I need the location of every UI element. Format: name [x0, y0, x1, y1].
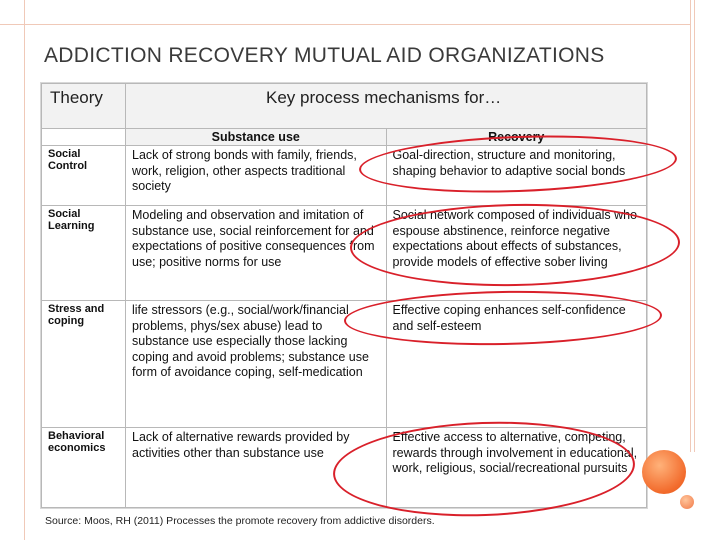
subheader-substance-use: Substance use — [126, 129, 387, 146]
theory-cell: Stress and coping — [42, 301, 126, 428]
slide-title: ADDICTION RECOVERY MUTUAL AID ORGANIZATIONS — [44, 44, 605, 67]
frame-line-right-inner — [694, 0, 695, 452]
recovery-cell: Effective access to alternative, competing, rewards through involvement in educational, work, religious, social/recreational pursuits — [386, 428, 647, 508]
recovery-cell: Effective coping enhances self-confidence and self-esteem — [386, 301, 647, 428]
table-row — [42, 206, 647, 301]
table-row — [42, 146, 647, 206]
decorative-orb-large — [642, 450, 686, 494]
recovery-cell: Goal-direction, structure and monitoring, shaping behavior to adaptive social bonds — [386, 146, 647, 206]
substance-cell: Lack of alternative rewards provided by activities other than substance use — [126, 428, 387, 508]
substance-cell: Lack of strong bonds with family, friends, work, religion, other aspects traditional society — [126, 146, 387, 206]
frame-line-right — [690, 0, 691, 452]
table-row — [42, 428, 647, 508]
subheader-blank — [42, 129, 126, 146]
table-row — [42, 301, 647, 428]
theory-cell: Social Control — [42, 146, 126, 206]
source-citation: Source: Moos, RH (2011) Processes the promote recovery from addictive disorders. — [45, 515, 435, 527]
mechanisms-table-image — [41, 83, 647, 508]
frame-line-top — [0, 24, 690, 25]
theory-cell: Behavioral economics — [42, 428, 126, 508]
substance-cell: Modeling and observation and imitation of substance use, social reinforcement for and expectations of positive consequences from use; positive norms for use — [126, 206, 387, 301]
substance-cell: life stressors (e.g., social/work/financial problems, phys/sex abuse) lead to substance use especially those lacking coping and avoid problems; substance use form of avoidance coping, self-medication — [126, 301, 387, 428]
header-theory: Theory — [42, 84, 126, 129]
table-subheader-row — [42, 129, 647, 146]
header-mechanisms: Key process mechanisms for… — [126, 84, 647, 129]
subheader-recovery: Recovery — [386, 129, 647, 146]
table-header-row — [42, 84, 647, 129]
theory-cell: Social Learning — [42, 206, 126, 301]
decorative-orb-small — [680, 495, 694, 509]
mechanisms-table — [41, 83, 647, 508]
frame-line-left — [24, 0, 25, 540]
recovery-cell: Social network composed of individuals who espouse abstinence, reinforce negative expectations about effects of substances, provide models of effective sober living — [386, 206, 647, 301]
